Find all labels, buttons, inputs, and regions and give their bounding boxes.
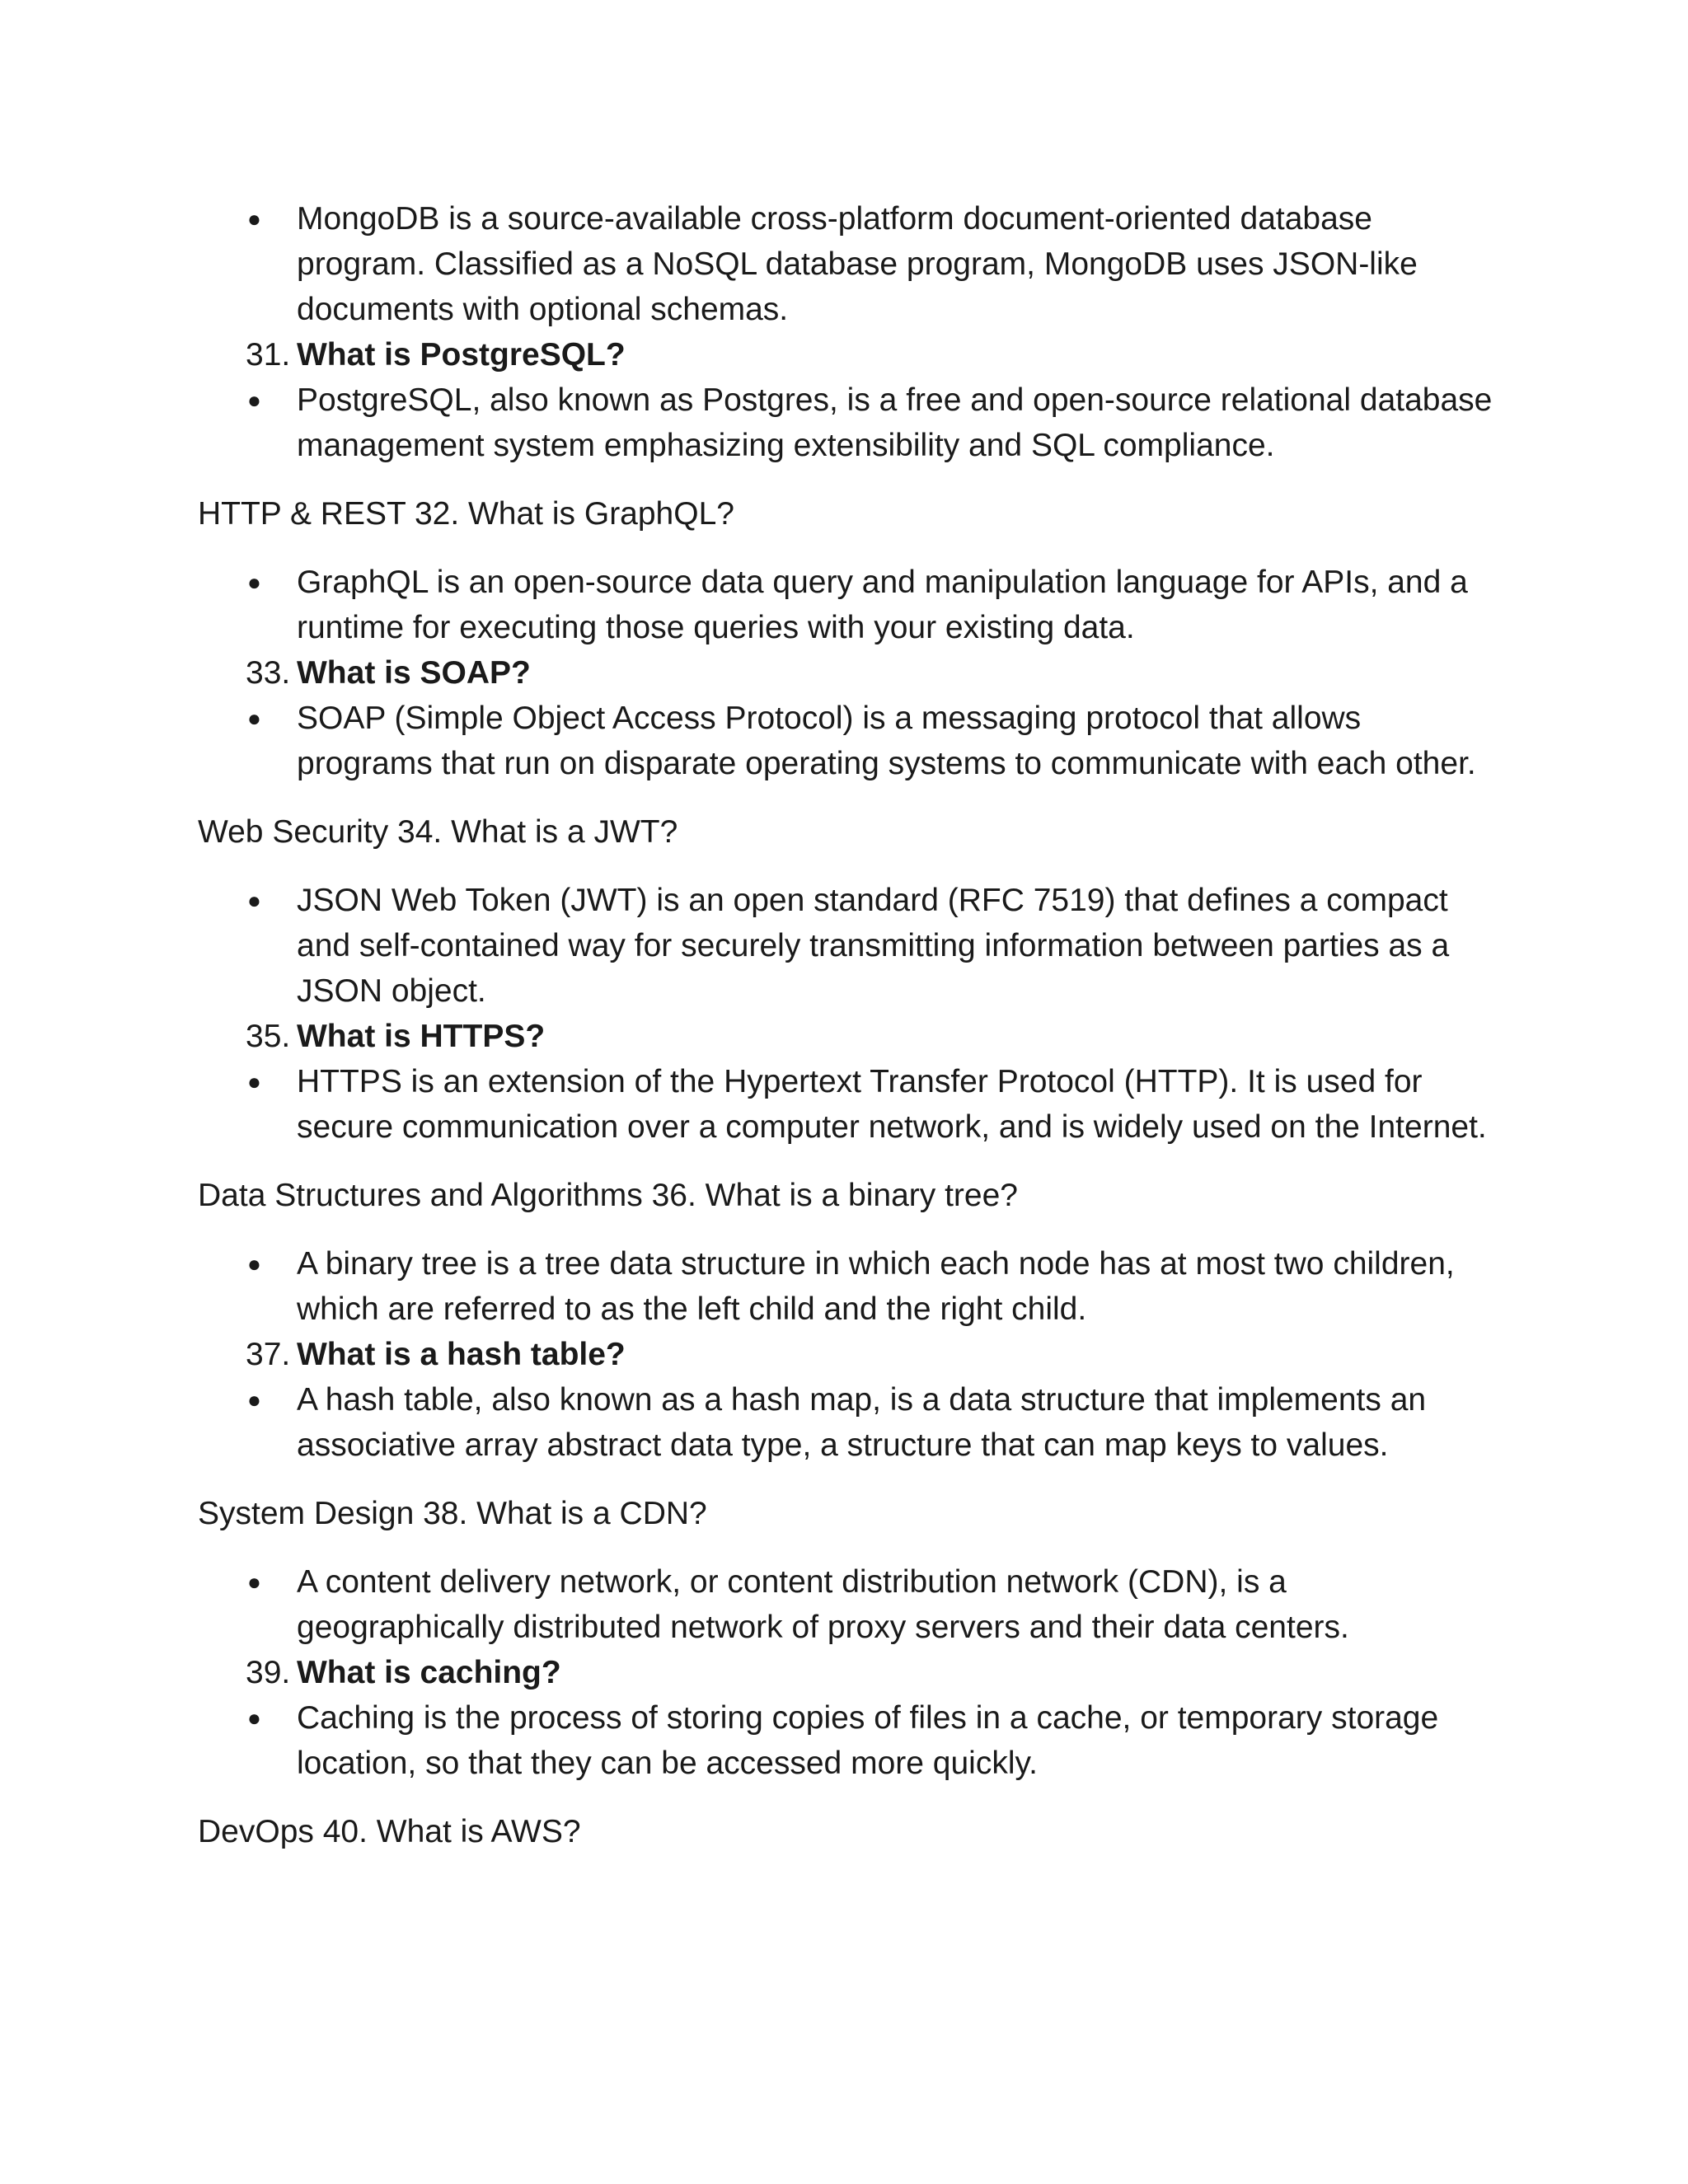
question-number: 39. [246,1655,291,1690]
answer-text: A content delivery network, or content distribution network (CDN), is a geographically distributed network of proxy servers and their data centers. [297,1564,1349,1645]
document-page [198,196,1500,1877]
bullet-icon: ● [247,705,261,731]
answer-text: PostgreSQL, also known as Postgres, is a free and open-source relational database management system emphasizing extensibility and SQL compliance. [297,382,1493,463]
question-text: What is PostgreSQL? [297,337,626,373]
bullet-icon: ● [247,206,261,232]
list-item-question [198,1332,1500,1377]
bullet-icon: ● [247,888,261,913]
question-text: What is HTTPS? [297,1019,546,1054]
question-text: What is caching? [297,1655,561,1690]
section-heading: DevOps 40. What is AWS? [198,1814,581,1849]
bullet-icon: ● [247,569,261,595]
list-item-bullet [198,696,1500,786]
list-item-question [198,1014,1500,1059]
section-heading: Data Structures and Algorithms 36. What is a binary tree? [198,1178,1018,1213]
list-item-bullet [198,1241,1500,1332]
answer-text: HTTPS is an extension of the Hypertext Transfer Protocol (HTTP). It is used for secure communication over a computer network, and is widely used on the Internet. [297,1064,1487,1145]
bullet-icon: ● [247,1705,261,1731]
list-item-question [198,650,1500,696]
section-heading: Web Security 34. What is a JWT? [198,814,678,850]
list-item-question [198,332,1500,377]
list-item-bullet [198,1377,1500,1468]
question-text: What is SOAP? [297,655,531,691]
answer-text: A hash table, also known as a hash map, is a data structure that implements an associative array abstract data type, a structure that can map keys to values. [297,1382,1427,1463]
bullet-icon: ● [247,1069,261,1094]
answer-text: A binary tree is a tree data structure in which each node has at most two children, which are referred to as the left child and the right child. [297,1246,1455,1327]
list-item-bullet [198,878,1500,1014]
bullet-icon: ● [247,387,261,413]
question-number: 35. [246,1019,291,1054]
list-item-bullet [198,1559,1500,1650]
list-item-question [198,1650,1500,1695]
list-item-bullet [198,1059,1500,1150]
section-heading: HTTP & REST 32. What is GraphQL? [198,496,734,532]
bullet-icon: ● [247,1569,261,1595]
question-text: What is a hash table? [297,1337,626,1372]
answer-text: GraphQL is an open-source data query and manipulation language for APIs, and a runtime for executing those queries with your existing data. [297,565,1468,645]
question-number: 33. [246,655,291,691]
question-number: 37. [246,1337,291,1372]
list-item-bullet [198,196,1500,332]
bullet-icon: ● [247,1251,261,1277]
list-item-bullet [198,560,1500,650]
answer-text: Caching is the process of storing copies of files in a cache, or temporary storage location, so that they can be accessed more quickly. [297,1700,1439,1781]
list-item-bullet [198,1695,1500,1786]
answer-text: SOAP (Simple Object Access Protocol) is a messaging protocol that allows programs that run on disparate operating systems to communicate with each other. [297,701,1476,781]
answer-text: JSON Web Token (JWT) is an open standard (RFC 7519) that defines a compact and self-contained way for securely transmitting information between parties as a JSON object. [297,883,1450,1009]
bullet-icon: ● [247,1387,261,1413]
section-heading: System Design 38. What is a CDN? [198,1496,707,1531]
answer-text: MongoDB is a source-available cross-platform document-oriented database program. Classified as a NoSQL database program, MongoDB uses JSON-like documents with optional schemas. [297,201,1418,327]
question-number: 31. [246,337,291,373]
list-item-bullet [198,377,1500,468]
